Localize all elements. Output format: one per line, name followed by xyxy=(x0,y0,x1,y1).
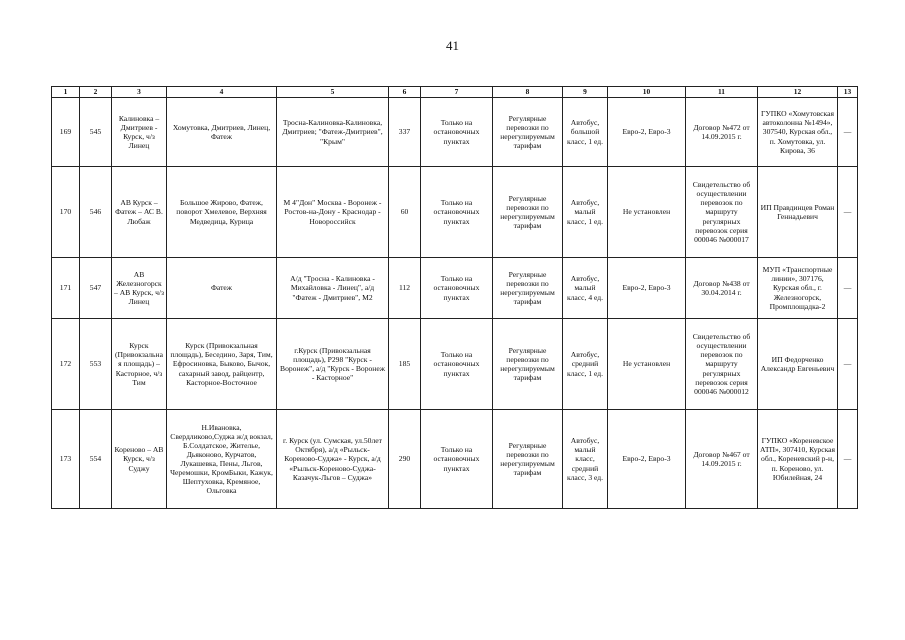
table-cell: Регулярные перевозки по нерегулируемым тарифам xyxy=(493,319,563,410)
table-cell: Курск (Привокзальная площадь), Беседино, Заря, Тим, Ефросиновка, Быково, Бычок, сахарный завод, райцентр, Касторное-Восточное xyxy=(167,319,277,410)
table-cell: Регулярные перевозки по нерегулируемым тарифам xyxy=(493,98,563,167)
table-cell: Курск (Привокзальная площадь) – Касторное, ч/з Тим xyxy=(112,319,167,410)
table-cell: Автобус, малый класс, средний класс, 3 ед. xyxy=(563,410,608,509)
header-cell: 11 xyxy=(686,87,758,98)
table-cell: Автобус, большой класс, 1 ед. xyxy=(563,98,608,167)
table-cell: Договор №438 от 30.04.2014 г. xyxy=(686,258,758,319)
table-row xyxy=(52,98,858,167)
table-header-row xyxy=(52,87,858,98)
routes-table xyxy=(51,86,858,509)
table-cell: Только на остановочных пунктах xyxy=(421,167,493,258)
header-cell: 6 xyxy=(389,87,421,98)
table-cell: Свидетельство об осуществлении перевозок по маршруту регулярных перевозок серия 000046 №000017 xyxy=(686,167,758,258)
table-cell: Большое Жирово, Фатеж, поворот Хмелевое, Верхняя Медведица, Курица xyxy=(167,167,277,258)
table-cell: Только на остановочных пунктах xyxy=(421,410,493,509)
header-cell: 10 xyxy=(608,87,686,98)
header-cell: 1 xyxy=(52,87,80,98)
table-cell: Автобус, средний класс, 1 ед. xyxy=(563,319,608,410)
table-cell: — xyxy=(838,410,858,509)
table-cell: Свидетельство об осуществлении перевозок по маршруту регулярных перевозок серия 000046 №000012 xyxy=(686,319,758,410)
table-cell: ГУПКО «Хомутовская автоколонна №1494», 307540, Курская обл., п. Хомутовка, ул. Кирова, 36 xyxy=(758,98,838,167)
table-cell: Евро-2, Евро-3 xyxy=(608,410,686,509)
table-cell: Договор №467 от 14.09.2015 г. xyxy=(686,410,758,509)
table-cell: ГУПКО «Кореневское АТП», 307410, Курская обл., Кореневский р-н, п. Кореново, ул. Юбилейная, 24 xyxy=(758,410,838,509)
table-row xyxy=(52,258,858,319)
table-cell: Автобус, малый класс, 1 ед. xyxy=(563,167,608,258)
table-cell: — xyxy=(838,258,858,319)
table-cell: Не установлен xyxy=(608,319,686,410)
header-cell: 2 xyxy=(80,87,112,98)
table-cell: Тросна-Калиновка-Калиновка, Дмитриев; "Фатеж-Дмитриев", "Крым" xyxy=(277,98,389,167)
header-cell: 9 xyxy=(563,87,608,98)
table-cell: АВ Курск – Фатеж – АС В. Любаж xyxy=(112,167,167,258)
header-cell: 4 xyxy=(167,87,277,98)
table-row xyxy=(52,319,858,410)
table-cell: 60 xyxy=(389,167,421,258)
table-cell: 554 xyxy=(80,410,112,509)
table-cell: 185 xyxy=(389,319,421,410)
table-cell: 171 xyxy=(52,258,80,319)
table-cell: Только на остановочных пунктах xyxy=(421,319,493,410)
table-cell: 170 xyxy=(52,167,80,258)
table-row xyxy=(52,167,858,258)
table-cell: 112 xyxy=(389,258,421,319)
table-cell: Автобус, малый класс, 4 ед. xyxy=(563,258,608,319)
table-cell: Хомутовка, Дмитриев, Линец, Фатеж xyxy=(167,98,277,167)
table-cell: 290 xyxy=(389,410,421,509)
table-cell: — xyxy=(838,319,858,410)
table-row xyxy=(52,410,858,509)
header-cell: 5 xyxy=(277,87,389,98)
table-cell: 169 xyxy=(52,98,80,167)
table-cell: Регулярные перевозки по нерегулируемым тарифам xyxy=(493,410,563,509)
table-cell: 172 xyxy=(52,319,80,410)
table-cell: 553 xyxy=(80,319,112,410)
table-cell: 173 xyxy=(52,410,80,509)
table-cell: — xyxy=(838,98,858,167)
table-cell: Евро-2, Евро-3 xyxy=(608,258,686,319)
page-number: 41 xyxy=(446,38,459,53)
table-cell: Только на остановочных пунктах xyxy=(421,98,493,167)
table-cell: ИП Федорченко Александр Евгеньевич xyxy=(758,319,838,410)
table-cell: 337 xyxy=(389,98,421,167)
table-cell: МУП «Транспортные линии», 307176, Курская обл., г. Железногорск, Промплощадка-2 xyxy=(758,258,838,319)
table-cell: Только на остановочных пунктах xyxy=(421,258,493,319)
header-cell: 3 xyxy=(112,87,167,98)
table-cell: Евро-2, Евро-3 xyxy=(608,98,686,167)
table-cell: А/д "Тросна - Калиновка - Михайловка - Линец", а/д "Фатеж - Дмитриев", М2 xyxy=(277,258,389,319)
table-cell: М 4"Дон" Москва - Воронеж - Ростов-на-Дону - Краснодар - Новороссийск xyxy=(277,167,389,258)
header-cell: 12 xyxy=(758,87,838,98)
table-cell: Регулярные перевозки по нерегулируемым тарифам xyxy=(493,167,563,258)
table-cell: Калиновка – Дмитриев - Курск, ч/з Линец xyxy=(112,98,167,167)
table-cell: 546 xyxy=(80,167,112,258)
table-cell: Не установлен xyxy=(608,167,686,258)
table-cell: 547 xyxy=(80,258,112,319)
header-cell: 7 xyxy=(421,87,493,98)
table-cell: Кореново – АВ Курск, ч/з Суджу xyxy=(112,410,167,509)
table-cell: Н.Ивановка, Свердликово,Суджа ж/д вокзал, Б.Солдатское, Жителье, Дьяконово, Курчатов, Лукашевка, Пены, Льгов, Черемошки, КромБыки, Кажук, Шептуховка, Кремяное, Ольговка xyxy=(167,410,277,509)
table-cell: 545 xyxy=(80,98,112,167)
table-cell: ИП Правдинцев Роман Геннадьевич xyxy=(758,167,838,258)
table-cell: г. Курск (ул. Сумская, ул.50лет Октября), а/д «Рыльск-Кореново-Суджа» - Курск, а/д «Рыльск-Кореново-Суджа-Казачук-Льгов – Суджа» xyxy=(277,410,389,509)
table-cell: — xyxy=(838,167,858,258)
header-cell: 13 xyxy=(838,87,858,98)
table-cell: Фатеж xyxy=(167,258,277,319)
table-cell: Регулярные перевозки по нерегулируемым тарифам xyxy=(493,258,563,319)
table-cell: АВ Железногорск – АВ Курск, ч/з Линец xyxy=(112,258,167,319)
header-cell: 8 xyxy=(493,87,563,98)
table-cell: г.Курск (Привокзальная площадь), Р298 "Курск - Воронеж", а/д "Курск - Воронеж - Касторное" xyxy=(277,319,389,410)
table-cell: Договор №472 от 14.09.2015 г. xyxy=(686,98,758,167)
